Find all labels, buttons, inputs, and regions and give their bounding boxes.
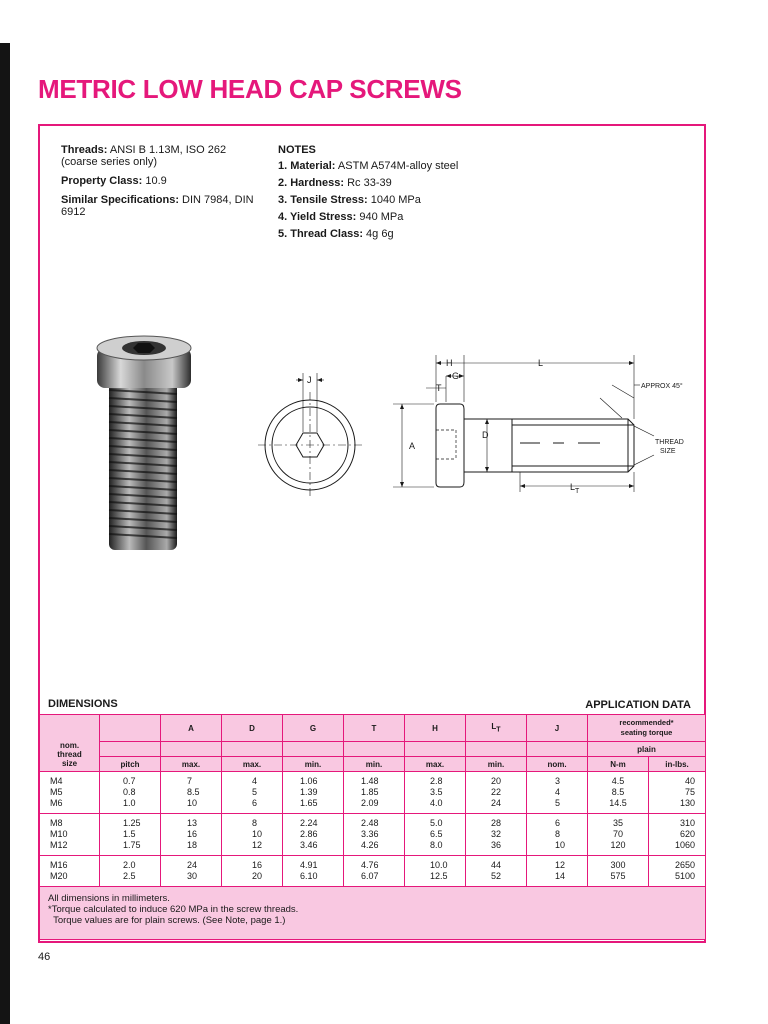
header-nm: N-m [588,757,649,772]
table-cell: M12 [50,840,68,850]
table-cell: 24 [491,798,502,808]
header-max-h: max. [405,757,466,772]
table-cell: 24 [187,860,198,870]
dimensions-heading: DIMENSIONS [48,698,118,710]
table-cell: 16 [187,829,198,839]
table-cell: 10 [252,829,263,839]
header-max-a: max. [161,757,222,772]
table-cell: 8.0 [430,840,443,850]
table-cell: 1.85 [361,787,379,797]
screw-photo [95,330,205,560]
application-data-heading: APPLICATION DATA [585,699,691,711]
header-recommended: recommended* seating torque [588,715,706,742]
table-cell: 52 [491,871,502,881]
table-cell: 36 [491,840,502,850]
table-cell: 7 [187,776,193,786]
dim-label-lt: $L_T$ [570,482,580,495]
header-inlbs: in-lbs. [649,757,706,772]
note-item: 1. Material: ASTM A574M-alloy steel [278,160,459,172]
table-header-row [40,742,706,757]
table-cell: 4.5 [611,776,625,786]
page-edge-bar [0,43,10,1024]
table-cell: 70 [612,829,623,839]
table-cell: 3 [555,776,561,786]
table-cell: 12.5 [430,871,448,881]
table-cell: 6 [252,798,258,808]
header-max-d: max. [222,757,283,772]
table-cell: 1.5 [123,829,136,839]
table-cell: 3.46 [300,840,318,850]
footnote: *Torque calculated to induce 620 MPa in the screw threads. [48,904,299,915]
similar-spec: Similar Specifications: DIN 7984, DIN 6912 [61,194,254,218]
header-a: A [161,715,222,742]
notes-title: NOTES [278,144,316,156]
table-header-row [40,757,706,772]
screw-drawing [258,350,698,500]
dim-label-j: J [307,375,312,385]
table-cell: 2.86 [300,829,318,839]
table-cell: 620 [679,829,696,839]
note-item: 2. Hardness: Rc 33-39 [278,177,392,189]
table-row-group [40,772,706,814]
header-min-t: min. [344,757,405,772]
table-cell: 120 [610,840,626,850]
table-cell: M6 [50,798,63,808]
table-cell: 1.48 [361,776,379,786]
table-cell: 20 [252,871,263,881]
table-cell: 22 [491,787,502,797]
table-cell: 4 [555,787,561,797]
table-cell: 28 [491,818,502,828]
table-cell: 18 [187,840,198,850]
table-cell: M4 [50,776,63,786]
table-cell: 0.7 [123,776,136,786]
table-cell: M5 [50,787,63,797]
table-cell: 16 [252,860,263,870]
table-cell: 1060 [674,840,696,850]
table-cell: M20 [50,871,68,881]
table-cell: 75 [685,787,696,797]
table-cell: 12 [555,860,566,870]
table-cell: 40 [685,776,696,786]
table-cell: 575 [610,871,626,881]
table-cell: 13 [187,818,198,828]
table-cell: 2.09 [361,798,379,808]
specifications-block [61,144,256,225]
header-t: T [344,715,405,742]
table-cell: 1.39 [300,787,318,797]
notes-block [278,144,538,245]
table-cell: 0.8 [123,787,136,797]
table-cell: 10 [555,840,566,850]
dim-label-h: H [446,358,453,368]
table-cell: 3.5 [430,787,443,797]
header-d: D [222,715,283,742]
table-cell: M10 [50,829,68,839]
table-cell: 14 [555,871,566,881]
table-cell: 310 [679,818,696,828]
table-cell: 6.07 [361,871,379,881]
table-cell: M16 [50,860,68,870]
table-cell: 32 [491,829,502,839]
table-footnotes [40,887,706,940]
table-cell: 5 [252,787,258,797]
table-cell: 8 [252,818,258,828]
dimensions-table [39,714,706,940]
table-cell: 8.5 [187,787,200,797]
header-j: J [527,715,588,742]
table-header-row [40,715,706,742]
table-cell: 6.10 [300,871,318,881]
table-cell: 4.91 [300,860,318,870]
table-footnote-row [40,887,706,940]
table-cell: 1.0 [123,798,136,808]
table-cell: 5.0 [430,818,443,828]
header-lt: $L_T$ [466,715,527,742]
note-item: 4. Yield Stress: 940 MPa [278,211,404,223]
dim-label-g: G [452,371,460,381]
property-class-spec: Property Class: 10.9 [61,175,167,187]
header-pitch: pitch [100,757,161,772]
header-plain: plain [588,742,706,757]
header-thread: thread [57,750,82,759]
note-item: 3. Tensile Stress: 1040 MPa [278,194,421,206]
header-nom: nom. [59,741,80,750]
table-cell: 10 [187,798,198,808]
table-cell: 2.5 [123,871,136,881]
table-cell: 6 [555,818,561,828]
table-cell: 300 [610,860,626,870]
table-cell: 4 [252,776,258,786]
table-cell: 1.65 [300,798,318,808]
table-cell: 35 [612,818,623,828]
header-nom-j: nom. [527,757,588,772]
footnote: All dimensions in millimeters. [48,893,170,904]
table-cell: 30 [187,871,198,881]
table-cell: 20 [491,776,502,786]
table-row-group [40,814,706,856]
dim-label-d: D [482,430,489,440]
dim-label-a: A [409,441,416,451]
table-cell: M8 [50,818,63,828]
approx-45-label: APPROX 45° [641,383,683,390]
table-cell: 14.5 [609,798,627,808]
table-cell: 1.25 [123,818,141,828]
thread-size-label-line1: THREAD [655,439,684,446]
table-cell: 2.8 [430,776,443,786]
table-cell: 3.36 [361,829,379,839]
table-cell: 1.06 [300,776,318,786]
table-cell: 6.5 [430,829,443,839]
thread-size-label-line2: SIZE [660,448,676,455]
table-cell: 1.75 [123,840,141,850]
page-title: METRIC LOW HEAD CAP SCREWS [38,74,462,104]
threads-spec: Threads: ANSI B 1.13M, ISO 262 (coarse series only) [61,144,227,168]
table-cell: 2.0 [123,860,136,870]
header-h: H [405,715,466,742]
table-cell: 8.5 [611,787,625,797]
table-row-group [40,856,706,887]
table-cell: 2.24 [300,818,318,828]
header-min-g: min. [283,757,344,772]
footnote: Torque values are for plain screws. (See Note, page 1.) [48,915,286,926]
table-cell: 10.0 [430,860,448,870]
table-cell: 44 [491,860,502,870]
header-g: G [283,715,344,742]
table-cell: 4.76 [361,860,379,870]
note-item: 5. Thread Class: 4g 6g [278,228,394,240]
table-cell: 8 [555,829,561,839]
dim-label-t: T [436,383,442,393]
table-cell: 2650 [674,860,696,870]
table-cell: 4.0 [430,798,443,808]
page-number: 46 [38,951,51,963]
table-cell: 2.48 [361,818,379,828]
header-size: size [61,759,78,768]
table-cell: 5 [555,798,561,808]
header-min-lt: min. [466,757,527,772]
table-cell: 4.26 [361,840,379,850]
table-cell: 12 [252,840,263,850]
table-cell: 5100 [674,871,696,881]
table-cell: 130 [679,798,696,808]
dim-label-l: L [538,358,544,368]
